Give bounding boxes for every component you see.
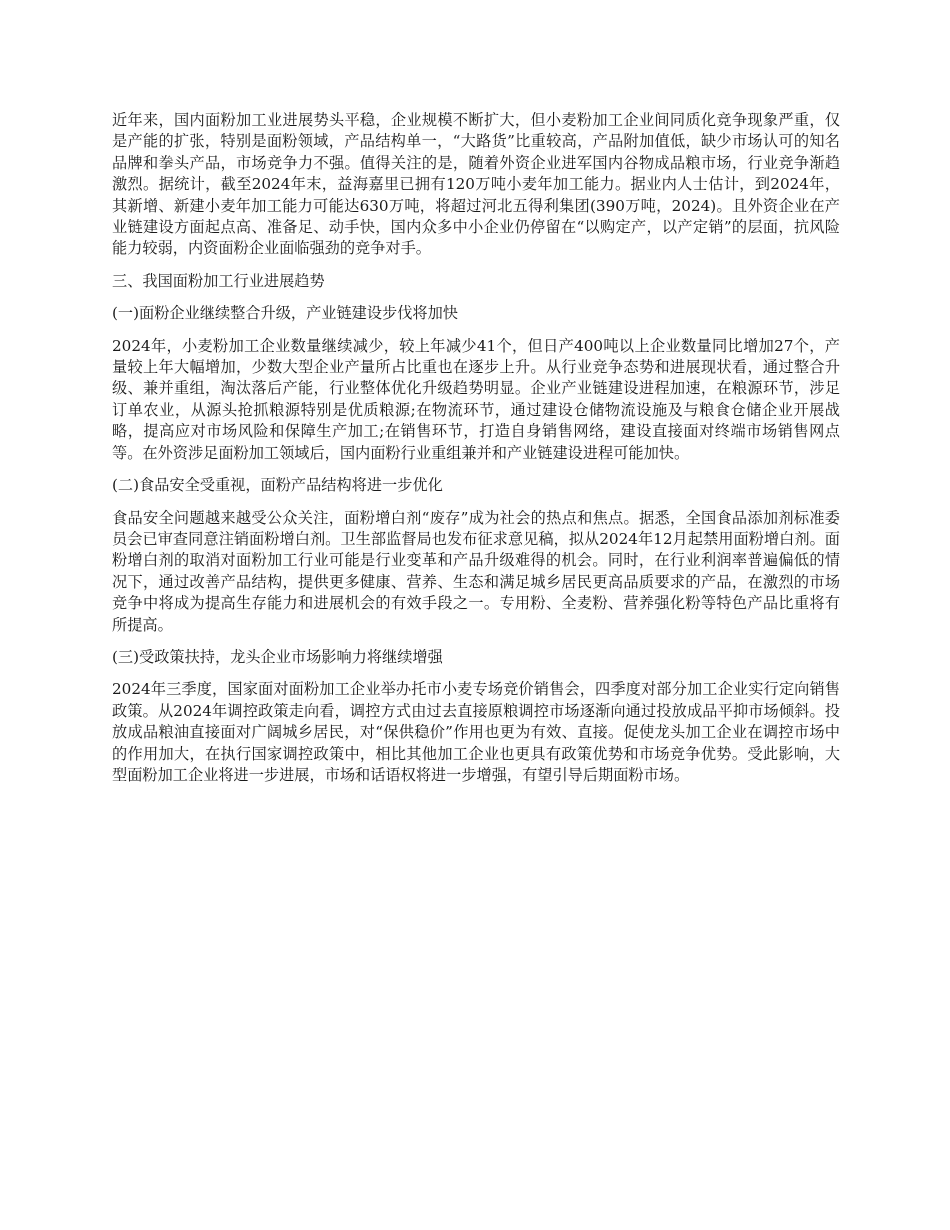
section-heading-trends: 三、我国面粉加工行业进展趋势 [112,271,325,290]
document-body [112,110,840,797]
paragraph-competition: 近年来，国内面粉加工业进展势头平稳，企业规模不断扩大，但小麦粉加工企业间同质化竞争现象严重，仅是产能的扩张，特别是面粉领域，产品结构单一，“大路货”比重较高，产品附加值低，缺少市场认可的知名品牌和拳头产品，市场竞争力不强。值得关注的是，随着外资企业进军国内谷物成品粮市场，行业竞争渐趋激烈。据统计，截至2024年末，益海嘉里已拥有120万吨小麦年加工能力。据业内人士估计，到2024年，其新增、新建小麦年加工能力可能达630万吨，将超过河北五得利集团(390万吨，2024)。且外资企业在产业链建设方面起点高、准备足、动手快，国内众多中小企业仍停留在“以购定产，以产定销”的层面，抗风险能力较弱，内资面粉企业面临强劲的竞争对手。 [112,111,840,258]
paragraph-integration: 2024年，小麦粉加工企业数量继续减少，较上年减少41个，但日产400吨以上企业数量同比增加27个，产量较上年大幅增加，少数大型企业产量所占比重也在逐步上升。从行业竞争态势和进展现状看，通过整合升级、兼并重组，淘汰落后产能，行业整体优化升级趋势明显。企业产业链建设进程加速，在粮源环节，涉足订单农业，从源头抢抓粮源特别是优质粮源;在物流环节，通过建设仓储物流设施及与粮食仓储企业开展战略，提高应对市场风险和保障生产加工;在销售环节，打造自身销售网络，建设直接面对终端市场销售网点等。在外资涉足面粉加工领域后，国内面粉行业重组兼并和产业链建设进程可能加快。 [112,336,840,462]
subheading-policy-support: (三)受政策扶持，龙头企业市场影响力将继续增强 [112,647,443,666]
subheading-food-safety: (二)食品安全受重视，面粉产品结构将进一步优化 [112,476,443,495]
subheading-integration: (一)面粉企业继续整合升级，产业链建设步伐将加快 [112,304,458,323]
paragraph-policy-support: 2024年三季度，国家面对面粉加工企业举办托市小麦专场竞价销售会，四季度对部分加工企业实行定向销售政策。从2024年调控政策走向看，调控方式由过去直接原粮调控市场逐渐向通过投放成品平抑市场倾斜。投放成品粮油直接面对广阔城乡居民，对“保供稳价”作用也更为有效、直接。促使龙头加工企业在调控市场中的作用加大，在执行国家调控政策中，相比其他加工企业也更具有政策优势和市场竞争优势。受此影响，大型面粉加工企业将进一步进展，市场和话语权将进一步增强，有望引导后期面粉市场。 [112,680,840,784]
paragraph-food-safety: 食品安全问题越来越受公众关注，面粉增白剂“废存”成为社会的热点和焦点。据悉，全国食品添加剂标准委员会已审查同意注销面粉增白剂。卫生部监督局也发布征求意见稿，拟从2024年12月起禁用面粉增白剂。面粉增白剂的取消对面粉加工行业可能是行业变革和产品升级难得的机会。同时，在行业利润率普遍偏低的情况下，通过改善产品结构，提供更多健康、营养、生态和满足城乡居民更高品质要求的产品，在激烈的市场竞争中将成为提高生存能力和进展机会的有效手段之一。专用粉、全麦粉、营养强化粉等特色产品比重将有所提高。 [112,508,840,634]
